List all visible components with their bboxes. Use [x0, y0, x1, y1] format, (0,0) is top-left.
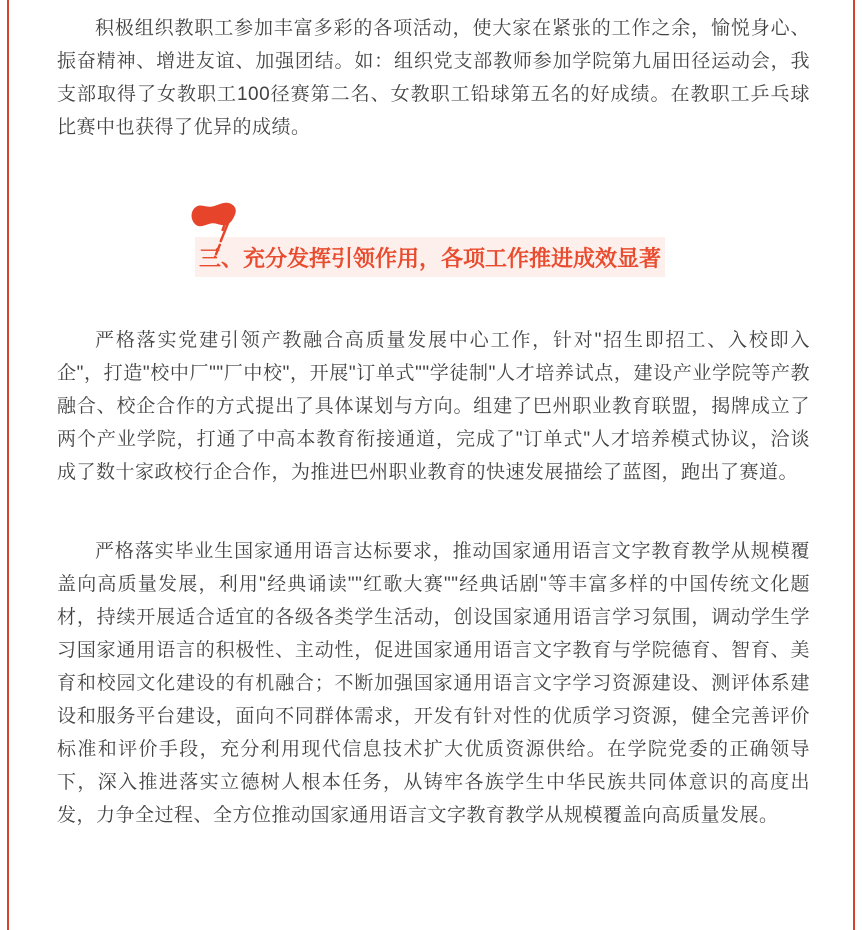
- paragraph-industry-education: 严格落实党建引领产教融合高质量发展中心工作，针对"招生即招工、入校即入企"，打造"校中厂""厂中校"，开展"订单式""学徒制"人才培养试点，建设产业学院等产教融合、校企合作的方式提出了具体谋划与方向。组建了巴州职业教育联盟，揭牌成立了两个产业学院，打通了中高本教育衔接通道，完成了"订单式"人才培养模式协议，洽谈成了数十家政校行企合作，为推进巴州职业教育的快速发展描绘了蓝图，跑出了赛道。: [57, 330, 810, 483]
- section-heading-box: [195, 237, 665, 277]
- paragraph-national-language: 严格落实毕业生国家通用语言达标要求，推动国家通用语言文字教育教学从规模覆盖向高质量发展，利用"经典诵读""红歌大赛""经典话剧"等丰富多样的中国传统文化题材，持续开展适合适宜的各级各类学生活动，创设国家通用语言学习氛围，调动学生学习国家通用语言的积极性、主动性，促进国家通用语言文字教育与学院德育、智育、美育和校园文化建设的有机融合；不断加强国家通用语言文字学习资源建设、测评体系建设和服务平台建设，面向不同群体需求，开发有针对性的优质学习资源，健全完善评价标准和评价手段，充分利用现代信息技术扩大优质资源供给。在学院党委的正确领导下，深入推进落实立德树人根本任务，从铸牢各族学生中华民族共同体意识的高度出发，力争全过程、全方位推动国家通用语言文字教育教学从规模覆盖向高质量发展。: [57, 541, 810, 826]
- section-heading-label: 三、充分发挥引领作用，各项工作推进成效显著: [198, 245, 661, 271]
- paragraph-activities: 积极组织教职工参加丰富多彩的各项活动，使大家在紧张的工作之余，愉悦身心、振奋精神、增进友谊、加强团结。如：组织党支部教师参加学院第九届田径运动会，我支部取得了女教职工100径赛第二名、女教职工铅球第五名的好成绩。在教职工乒乓球比赛中也获得了优异的成绩。: [57, 18, 810, 138]
- section-heading: [195, 237, 665, 277]
